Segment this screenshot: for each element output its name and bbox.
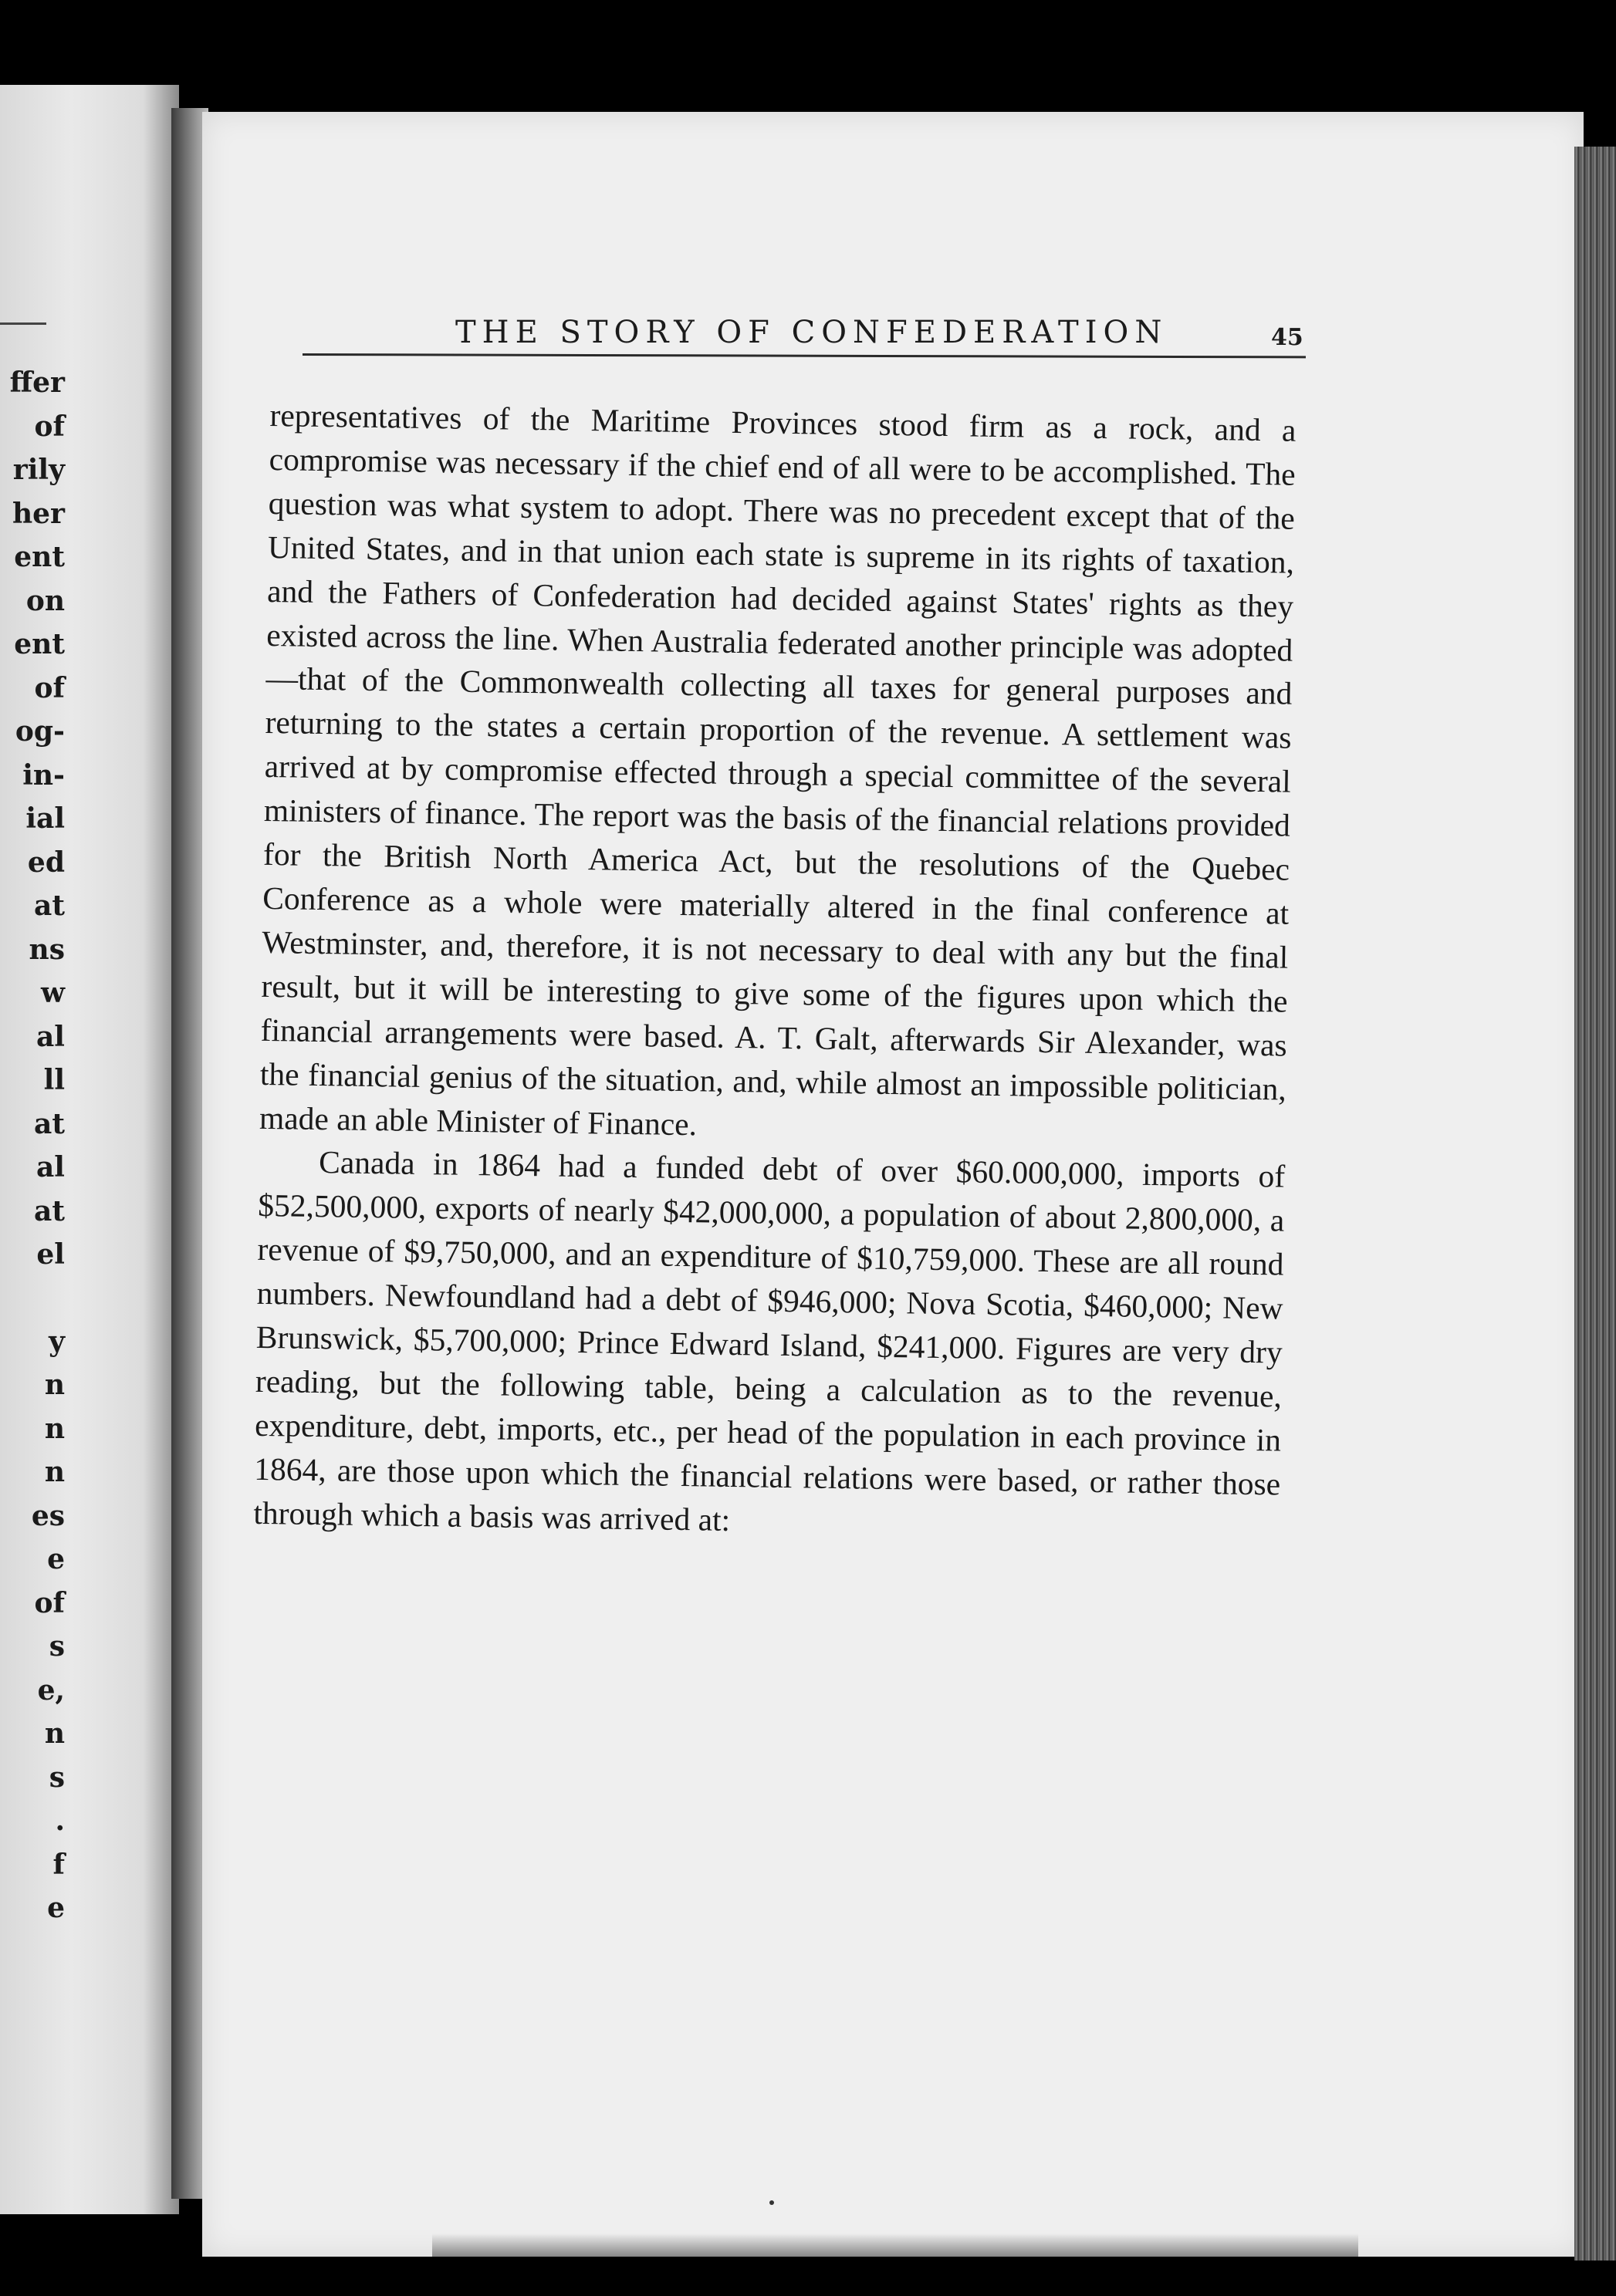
left-page-fragment-line: e bbox=[47, 1892, 65, 1924]
left-page-rule bbox=[0, 322, 46, 325]
left-page-fragment-line: of bbox=[34, 1586, 65, 1619]
left-page-fragment-line: ll bbox=[43, 1064, 65, 1096]
left-page-fragment-line: at bbox=[34, 1194, 65, 1227]
left-page-fragment-line: her bbox=[12, 497, 65, 530]
left-page-fragment-line: es bbox=[31, 1499, 65, 1532]
left-page-fragment-line: s bbox=[49, 1630, 65, 1663]
left-page-fragment-line: ent bbox=[14, 541, 65, 573]
left-page-fragment-line: f bbox=[52, 1848, 65, 1881]
left-page-fragment-line: n bbox=[44, 1369, 65, 1401]
left-page-fragment-line: w bbox=[41, 977, 65, 1009]
paragraph: Canada in 1864 had a funded debt of over $60.000,000, imports of $52,500,000, exports of nearly $42,000,000, a population of about 2,800,000, a revenue of $9,750,000, and an expenditure of $10,759,000. These are all round numbers. Newfoundland had a debt of $946,000; Nova Scotia, $460,000; New Brunswick, $5,700,000; Prince Edward Island, $241,000. Figures are very dry reading, but the following table, being a calculation as to the revenue, expenditure, debt, imports, etc., per head of the population in each province in 1864, are those upon which the financial relations were based, or rather those through which a basis was arrived at: bbox=[253, 1144, 1286, 1538]
left-page-fragment-line: s bbox=[49, 1761, 65, 1794]
left-page-fragment-line: el bbox=[36, 1238, 65, 1271]
left-page-fragment-line: ent bbox=[14, 628, 65, 660]
left-page-fragment-line: e, bbox=[37, 1673, 65, 1707]
left-page-fragment-line: ffer bbox=[9, 366, 65, 399]
left-page-fragment-line: y bbox=[49, 1325, 65, 1358]
left-page-fragment-line: on bbox=[25, 584, 65, 617]
paragraph: representatives of the Maritime Provinces stood firm as a rock, and a compromise was necessary if the chief end of all were to be accomplished. The question was what system to adopt. There was no precedent except that of the United States, and in that union each state is supreme in its rights of taxation, and the Fathers of Confederation had decided against States' rights as they existed across the line. When Australia federated another principle was adopted—that of the Commonwealth collecting all taxes for general purposes and returning to the states a certain proportion of the revenue. A settlement was arrived at by compromise effected through a special committee of the several ministers of finance. The report was the basis of the financial relations provided for the British North America Act, but the resolutions of the Quebec Conference as a whole were materially altered in the final conference at Westminster, and, therefore, it is not necessary to deal with any but the final result, but it will be interesting to give some of the figures upon which the financial arrangements were based. A. T. Galt, afterwards Sir Alexander, was the financial genius of the situation, and, while almost an impossible politician, made an able Minister of Finance. bbox=[259, 397, 1297, 1142]
running-title: THE STORY OF CONFEDERATION bbox=[455, 315, 1168, 350]
left-page-fragment-line: rily bbox=[12, 454, 65, 486]
left-page-fragment-line: of bbox=[34, 671, 65, 704]
left-page-fragment-line: e bbox=[47, 1543, 65, 1575]
left-page-fragment-line: n bbox=[44, 1456, 65, 1488]
left-page-fragment-line: al bbox=[35, 1151, 65, 1183]
left-page-fragment-line: . bbox=[55, 1805, 65, 1837]
left-page-fragment-line: ial bbox=[25, 802, 65, 835]
left-page-fragment-line: n bbox=[44, 1717, 65, 1750]
left-page-gap bbox=[0, 1277, 65, 1320]
page-edges bbox=[1574, 147, 1616, 2261]
left-page-fragment-line: n bbox=[44, 1412, 65, 1445]
body-text bbox=[253, 393, 1297, 1550]
left-page-fragment-line: in- bbox=[22, 758, 65, 792]
stray-mark bbox=[769, 2200, 774, 2205]
left-page-fragment-line: al bbox=[35, 1020, 65, 1053]
bottom-shadow bbox=[432, 2234, 1358, 2257]
left-page-fragment-line: of bbox=[34, 410, 65, 443]
left-page-fragment-line: ns bbox=[29, 933, 65, 966]
left-page-line-ends bbox=[0, 361, 65, 1930]
left-page-fragment-line: og- bbox=[15, 715, 65, 748]
left-page-fragment-line: ed bbox=[27, 846, 65, 879]
running-head bbox=[303, 309, 1306, 370]
left-page-fragment-line: at bbox=[34, 1107, 65, 1140]
left-page-fragment-line: at bbox=[34, 890, 65, 922]
header-rule bbox=[303, 353, 1306, 358]
page-number: 45 bbox=[1271, 324, 1303, 351]
